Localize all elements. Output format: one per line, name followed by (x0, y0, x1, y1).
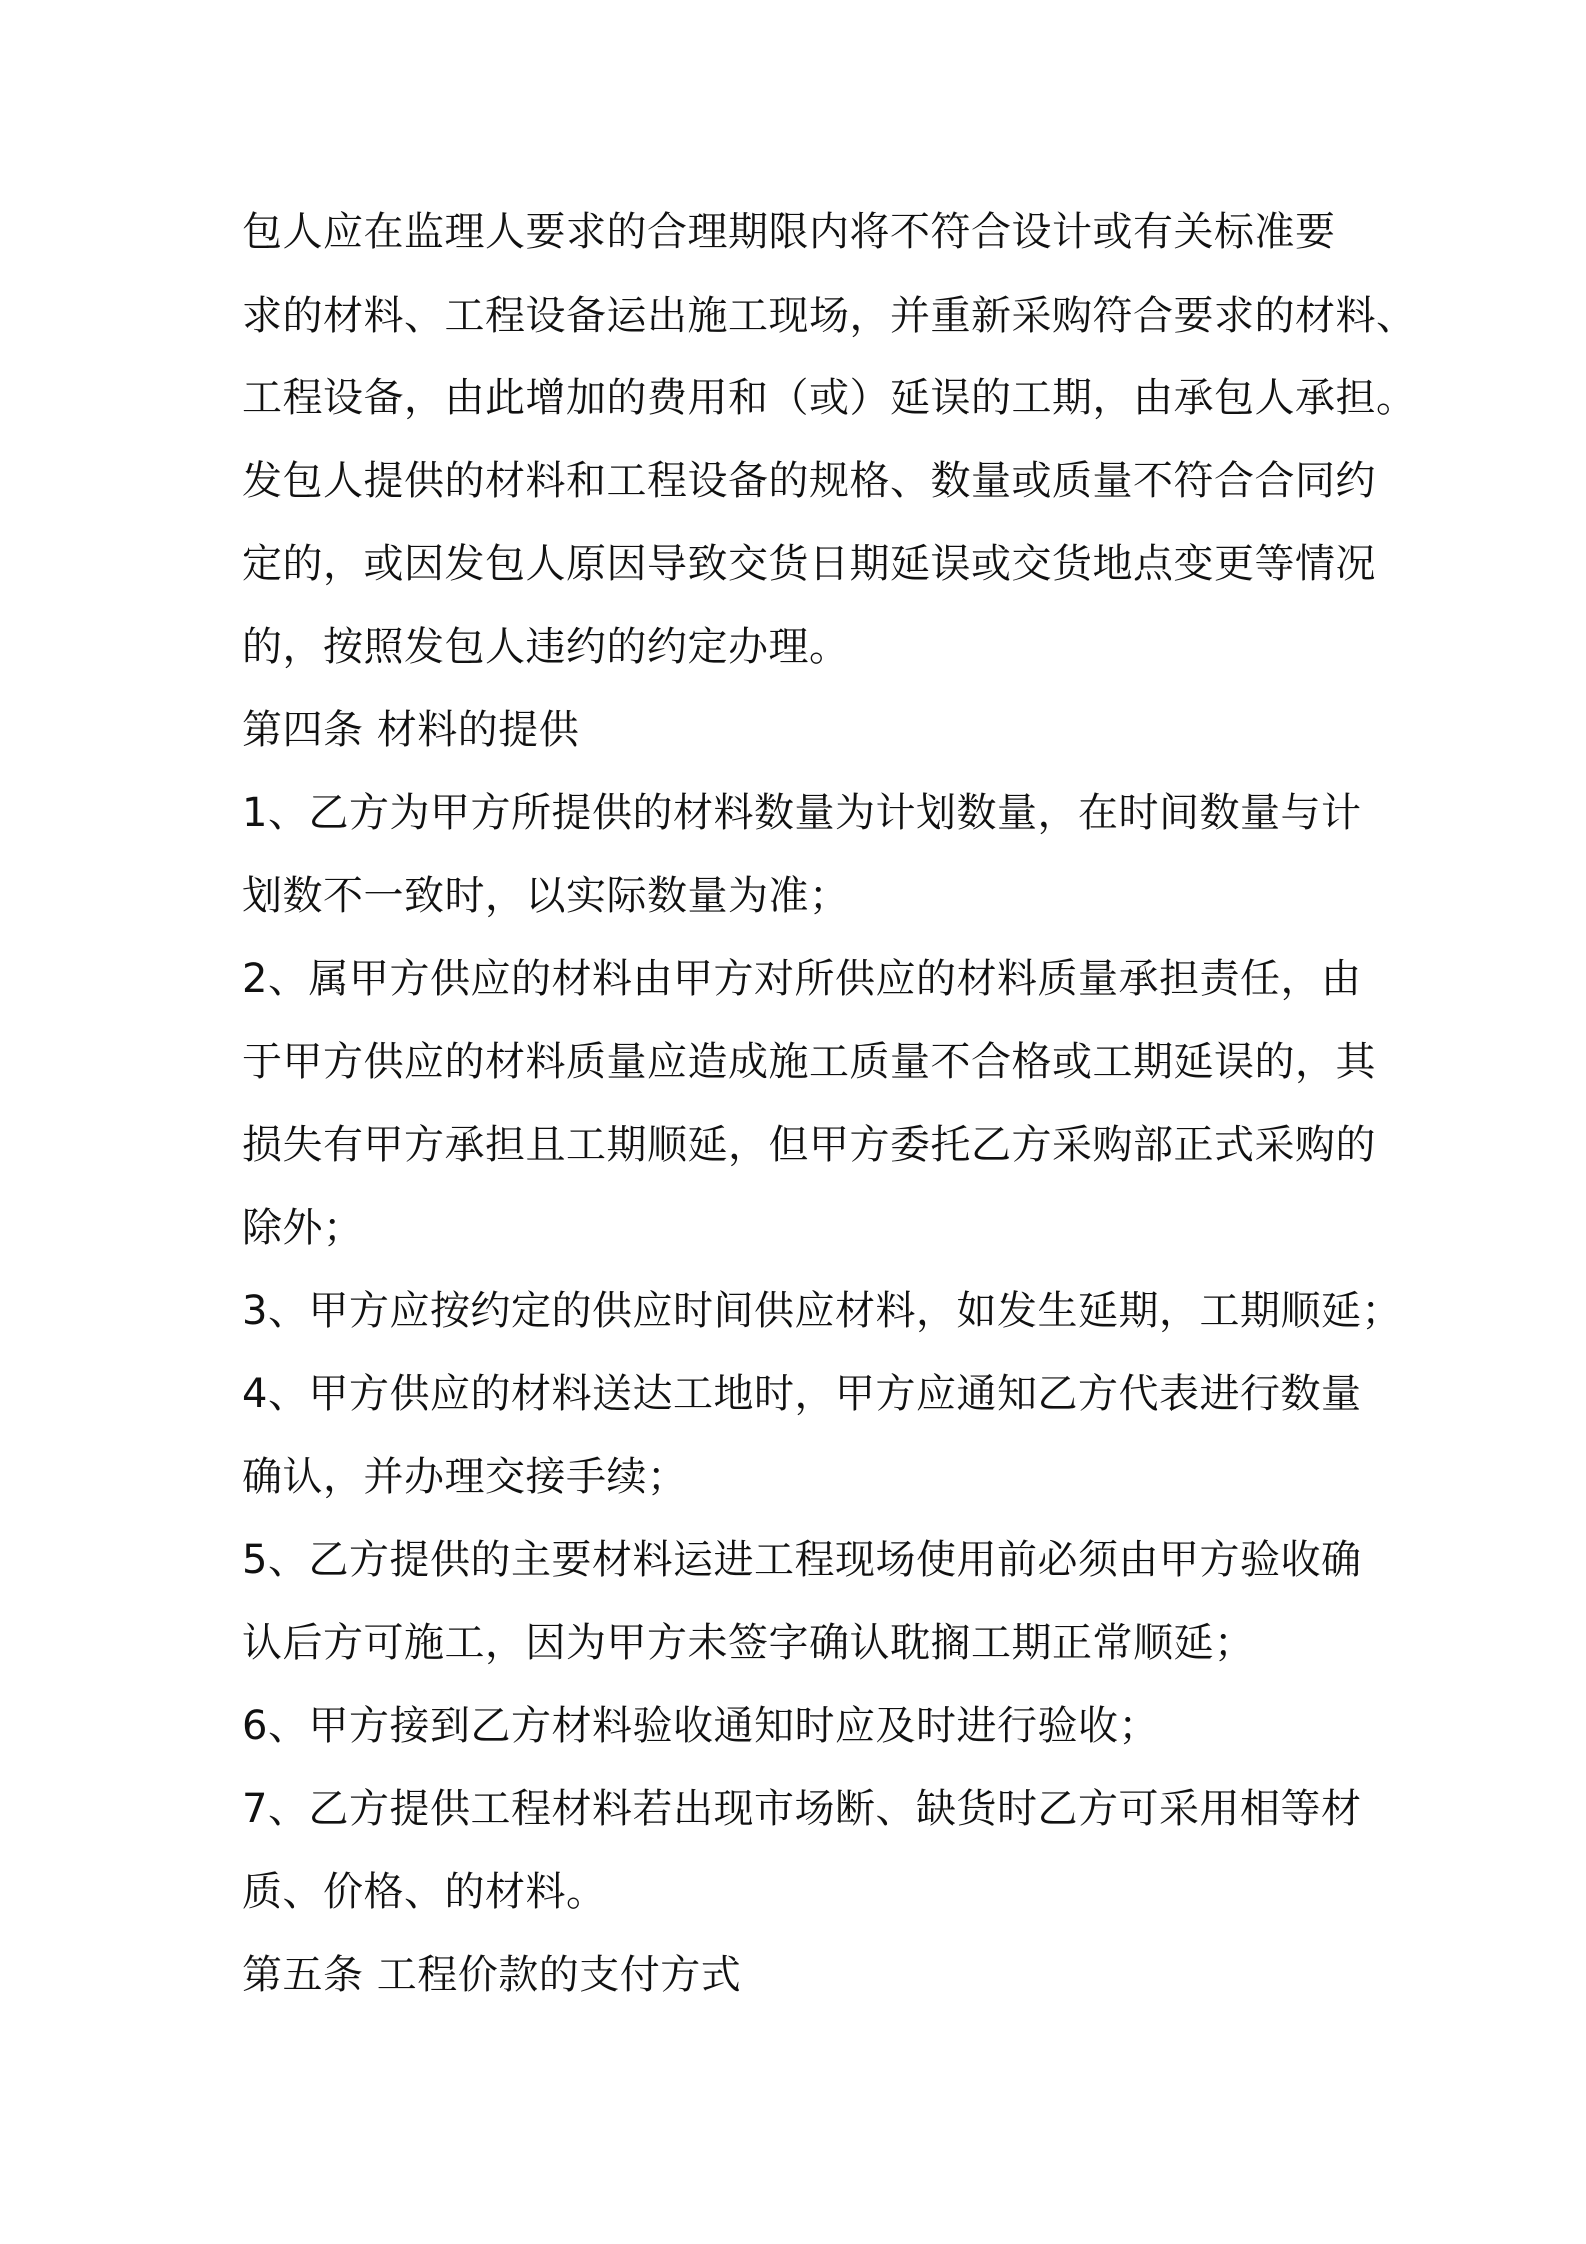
text-line: 确认，并办理交接手续； (242, 1454, 688, 1500)
text-line: 的，按照发包人违约的约定办理。 (242, 624, 850, 670)
text-line: 质、价格、的材料。 (242, 1869, 607, 1915)
text-line: 包人应在监理人要求的合理期限内将不符合设计或有关标准要 (242, 209, 1336, 255)
text-line: 除外； (242, 1205, 364, 1251)
text-line: 划数不一致时，以实际数量为准； (242, 873, 850, 919)
text-line: 损失有甲方承担且工期顺延，但甲方委托乙方采购部正式采购的 (242, 1122, 1376, 1168)
text-line: 于甲方供应的材料质量应造成施工质量不合格或工期延误的，其 (242, 1039, 1376, 1085)
text-line: 定的，或因发包人原因导致交货日期延误或交货地点变更等情况 (242, 541, 1376, 587)
text-line: 1、乙方为甲方所提供的材料数量为计划数量，在时间数量与计 (242, 790, 1362, 836)
text-line: 4、甲方供应的材料送达工地时，甲方应通知乙方代表进行数量 (242, 1371, 1362, 1417)
text-line: 7、乙方提供工程材料若出现市场断、缺货时乙方可采用相等材 (242, 1786, 1362, 1832)
text-line: 3、甲方应按约定的供应时间供应材料，如发生延期，工期顺延； (242, 1288, 1402, 1334)
text-line: 5、乙方提供的主要材料运进工程现场使用前必须由甲方验收确 (242, 1537, 1362, 1583)
text-line: 6、甲方接到乙方材料验收通知时应及时进行验收； (242, 1703, 1159, 1749)
section-heading: 第五条 工程价款的支付方式 (242, 1952, 742, 1998)
text-line: 工程设备，由此增加的费用和（或）延误的工期，由承包人承担。 (242, 375, 1417, 421)
text-line: 认后方可施工，因为甲方未签字确认耽搁工期正常顺延； (242, 1620, 1255, 1666)
section-heading: 第四条 材料的提供 (242, 707, 580, 753)
text-line: 发包人提供的材料和工程设备的规格、数量或质量不符合合同约 (242, 458, 1376, 504)
text-line: 求的材料、工程设备运出施工现场，并重新采购符合要求的材料、 (242, 293, 1417, 339)
text-line: 2、属甲方供应的材料由甲方对所供应的材料质量承担责任，由 (242, 956, 1362, 1002)
